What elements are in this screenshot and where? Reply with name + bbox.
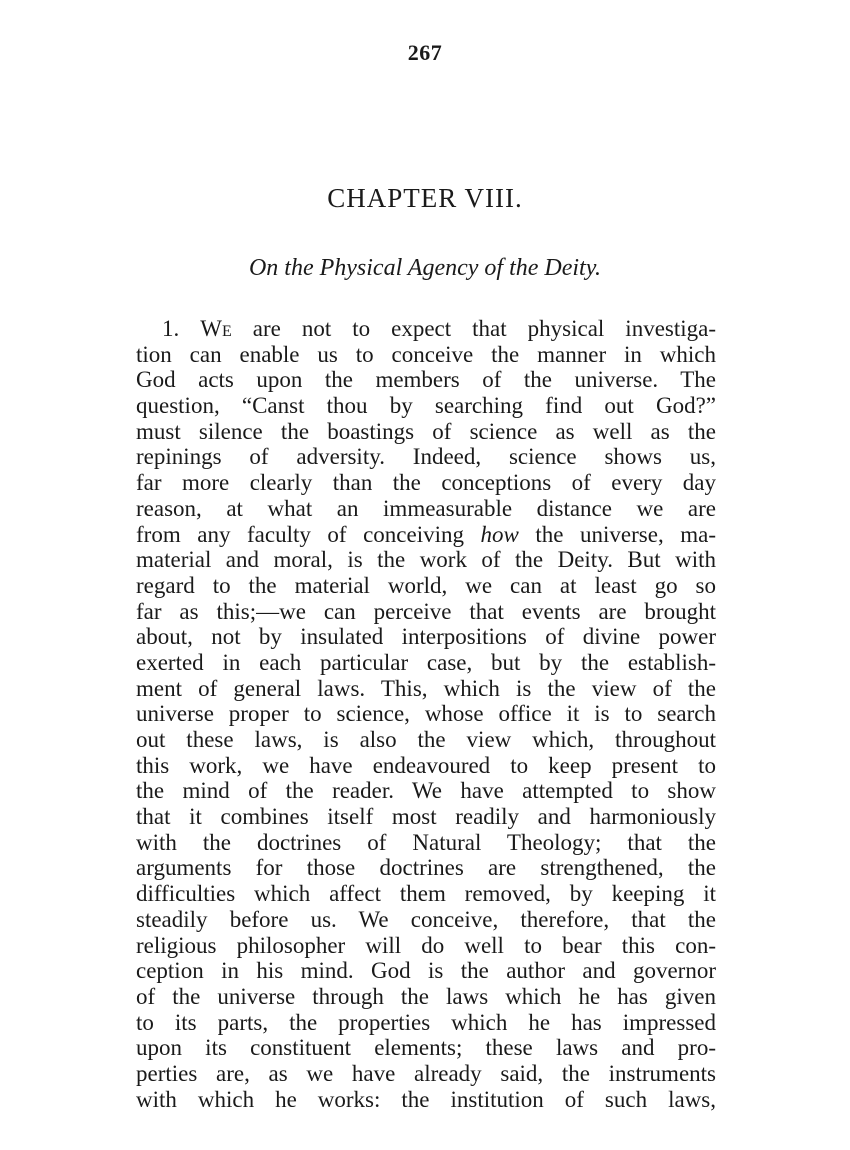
italic-word: how [480,521,519,547]
text-line: regard to the material world, we can at least go so [136,572,716,598]
text-line: from any faculty of conceiving how the universe, ma- [136,521,717,547]
text-line: repinings of adversity. Indeed, science shows us, [136,444,716,470]
text-line: far more clearly than the conceptions of every day [136,470,716,496]
text-line: God acts upon the members of the universe. The [136,367,716,393]
text-line: the mind of the reader. We have attempted to show [136,778,716,804]
text-line: universe proper to science, whose office it is to search [136,701,716,727]
text-line: tion can enable us to conceive the manner in which [136,341,716,367]
text-line: upon its constituent elements; these laws and pro- [136,1035,716,1061]
text-line: out these laws, is also the view which, throughout [136,727,716,752]
text-line: steadily before us. We conceive, therefore, that the [136,906,716,932]
body-paragraph [136,316,716,1112]
text-line: to its parts, the properties which he has impressed [136,1009,716,1035]
text-line: about, not by insulated interpositions of divine power [136,624,716,650]
text-line: arguments for those doctrines are strengthened, the [136,855,716,881]
text-line: exerted in each particular case, but by the establish- [136,649,716,675]
text-line: question, “Canst thou by searching find out God?” [136,393,716,419]
text-line: religious philosopher will do well to bear this con- [136,932,716,958]
text-line: ception in his mind. God is the author and governor [136,958,716,984]
text-line: ment of general laws. This, which is the view of the [136,675,716,701]
text-line: this work, we have endeavoured to keep present to [136,752,716,778]
text-line: material and moral, is the work of the Deity. But with [136,547,716,573]
text-line: that it combines itself most readily and harmoniously [136,804,716,830]
text-line: far as this;—we can perceive that events are brought [136,598,716,624]
paragraph-number: 1. [162,316,180,341]
text-line: with the doctrines of Natural Theology; that the [136,829,716,855]
text-line: 1. We are not to expect that physical investiga- [162,316,716,341]
text-line: reason, at what an immeasurable distance we are [136,495,716,521]
chapter-subtitle: On the Physical Agency of the Deity. [248,255,602,281]
text-line: of the universe through the laws which he has given [136,983,716,1009]
text-line: perties are, as we have already said, the instruments [136,1060,716,1086]
text-line: with which he works: the institution of such laws, [136,1086,716,1112]
page-number: 267 [407,40,443,65]
paragraph-lead-word: We [200,316,232,341]
chapter-title: CHAPTER VIII. [327,183,523,213]
text-line: must silence the boastings of science as well as the [136,418,716,444]
text-line: difficulties which affect them removed, by keeping it [136,881,716,907]
